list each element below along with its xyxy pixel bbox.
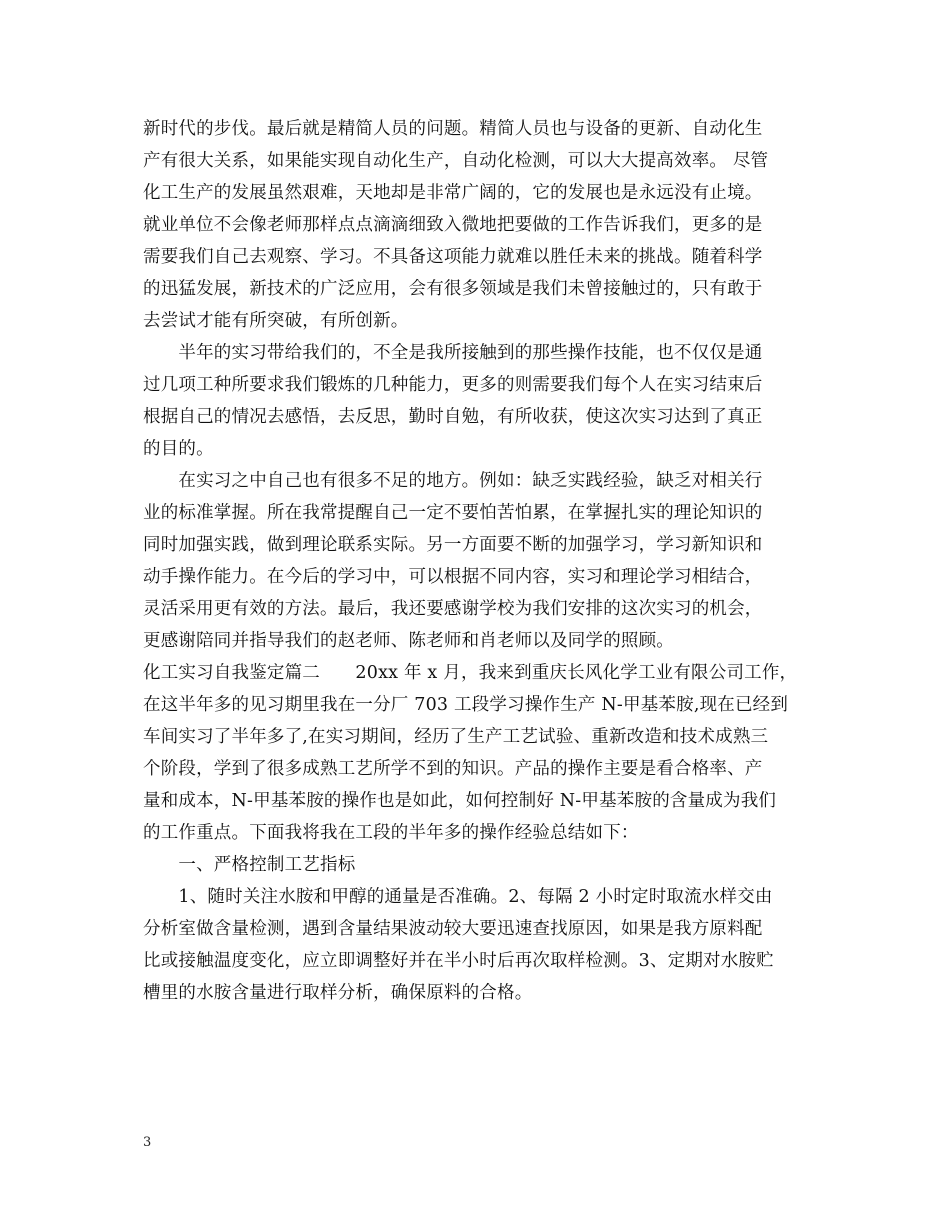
text-line: 过几项工种所要求我们锻炼的几种能力，更多的则需要我们每个人在实习结束后 (143, 375, 763, 395)
text-line: 根据自己的情况去感悟，去反思，勤时自勉，有所收获，使这次实习达到了真正 (143, 407, 763, 427)
text-line: 需要我们自己去观察、学习。不具备这项能力就难以胜任未来的挑战。随着科学 (143, 247, 763, 267)
text-line: 新时代的步伐。最后就是精简人员的问题。精简人员也与设备的更新、自动化生 (143, 119, 763, 139)
text-line: 更感谢陪同并指导我们的赵老师、陈老师和肖老师以及同学的照顾。 (143, 631, 674, 651)
body-text (143, 113, 811, 1009)
text-line: 在实习之中自己也有很多不足的地方。例如：缺乏实践经验，缺乏对相关行 (143, 471, 763, 491)
text-line: 产有很大关系，如果能实现自动化生产，自动化检测，可以大大提高效率。 尽管 (143, 151, 769, 171)
text-line: 分析室做含量检测，遇到含量结果波动较大要迅速查找原因，如果是我方原料配 (143, 919, 763, 939)
text-line: 的迅猛发展，新技术的广泛应用，会有很多领域是我们未曾接触过的，只有敢于 (143, 279, 763, 299)
text-line: 的工作重点。下面我将我在工段的半年多的操作经验总结如下： (143, 823, 639, 843)
text-line: 同时加强实践，做到理论联系实际。另一方面要不断的加强学习，学习新知识和 (143, 535, 763, 555)
text-line: 半年的实习带给我们的，不全是我所接触到的那些操作技能，也不仅仅是通 (143, 343, 763, 363)
text-line: 一、严格控制工艺指标 (143, 855, 356, 875)
text-line: 比或接触温度变化，应立即调整好并在半小时后再次取样检测。3、定期对水胺贮 (143, 951, 774, 971)
text-line: 化工生产的发展虽然艰难，天地却是非常广阔的，它的发展也是永远没有止境。 (143, 183, 763, 203)
text-line: 灵活采用更有效的方法。最后，我还要感谢学校为我们安排的这次实习的机会， (143, 599, 763, 619)
text-line: 1、随时关注水胺和甲醇的通量是否准确。2、每隔 2 小时定时取流水样交由 (143, 887, 773, 907)
text-line: 量和成本，N-甲基苯胺的操作也是如此，如何控制好 N-甲基苯胺的含量成为我们 (143, 791, 777, 811)
text-line: 在这半年多的见习期里我在一分厂 703 工段学习操作生产 N-甲基苯胺,现在已经到 (143, 695, 789, 715)
text-line: 车间实习了半年多了,在实习期间，经历了生产工艺试验、重新改造和技术成熟三 (143, 727, 769, 747)
text-line: 个阶段，学到了很多成熟工艺所学不到的知识。产品的操作主要是看合格率、产 (143, 759, 763, 779)
text-line: 槽里的水胺含量进行取样分析，确保原料的合格。 (143, 983, 533, 1003)
text-line: 去尝试才能有所突破，有所创新。 (143, 311, 409, 331)
text-line: 动手操作能力。在今后的学习中，可以根据不同内容，实习和理论学习相结合， (143, 567, 763, 587)
text-line: 的目的。 (143, 439, 214, 459)
text-line: 业的标准掌握。所在我常提醒自己一定不要怕苦怕累，在掌握扎实的理论知识的 (143, 503, 763, 523)
text-line: 化工实习自我鉴定篇二 20xx 年 x 月，我来到重庆长风化学工业有限公司工作， (143, 663, 798, 683)
text-line: 就业单位不会像老师那样点点滴滴细致入微地把要做的工作告诉我们，更多的是 (143, 215, 763, 235)
page-number: 3 (143, 1135, 152, 1150)
